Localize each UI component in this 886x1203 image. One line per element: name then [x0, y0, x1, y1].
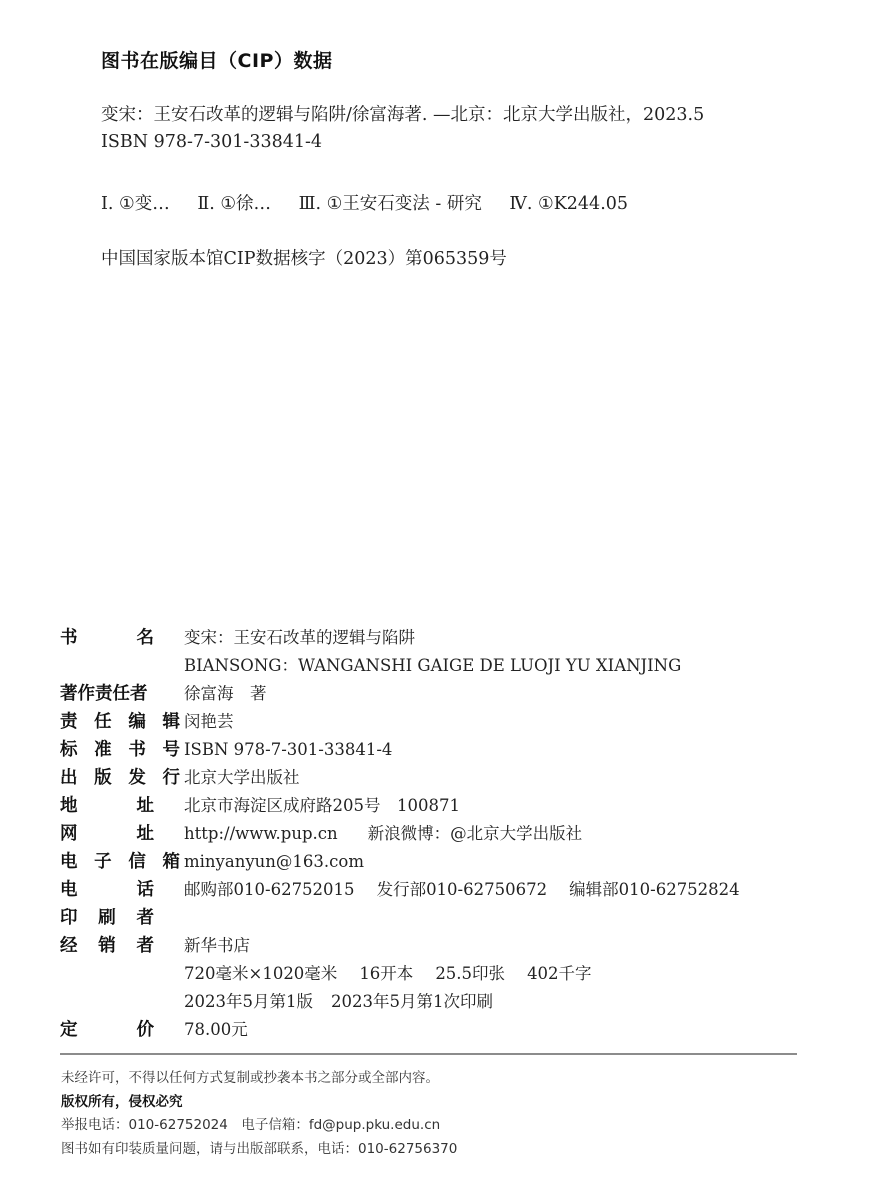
info-row-title-pinyin — [60, 652, 740, 680]
format-sheets: 25.5印张 — [435, 964, 506, 983]
info-value: 闵艳芸 — [184, 712, 234, 731]
info-row-format — [60, 960, 740, 988]
info-row-editor — [60, 708, 740, 736]
phone-editorial: 编辑部010-62752824 — [569, 880, 740, 899]
info-label: 地 址 — [60, 796, 154, 816]
cip-isbn: ISBN 978-7-301-33841-4 — [101, 132, 323, 152]
info-row-distributor — [60, 932, 740, 960]
info-label: 网 址 — [60, 824, 154, 844]
info-row-phone — [60, 876, 740, 904]
format-size: 720毫米×1020毫米 — [184, 964, 338, 983]
weibo-account: 新浪微博：@北京大学出版社 — [367, 824, 583, 843]
cip-bibliographic-line: 变宋：王安石改革的逻辑与陷阱/徐富海著. —北京：北京大学出版社，2023.5 — [101, 105, 705, 125]
info-label: 印 刷 者 — [60, 908, 154, 928]
format-wordcount: 402千字 — [527, 964, 592, 983]
classification-item: Ⅲ. ①王安石变法 - 研究 — [298, 194, 482, 214]
copyright-footer — [61, 1066, 457, 1160]
info-label: 出 版 发 行 — [60, 768, 180, 788]
phone-mail-order: 邮购部010-62752015 — [184, 880, 355, 899]
info-label: 标 准 书 号 — [60, 740, 180, 760]
info-value: 徐富海 著 — [184, 684, 267, 703]
info-row-author — [60, 680, 740, 708]
info-value: 北京市海淀区成府路205号 100871 — [184, 796, 460, 815]
info-label: 经 销 者 — [60, 936, 154, 956]
format-folio: 16开本 — [359, 964, 414, 983]
info-row-isbn — [60, 736, 740, 764]
info-value — [184, 960, 592, 984]
info-row-title — [60, 624, 740, 652]
info-label: 责 任 编 辑 — [60, 712, 180, 732]
info-label: 书 名 — [60, 628, 154, 648]
info-value: 北京大学出版社 — [184, 768, 300, 787]
info-row-edition — [60, 988, 740, 1016]
info-value: 变宋：王安石改革的逻辑与陷阱 — [184, 628, 415, 647]
info-row-printer — [60, 904, 740, 932]
rights-reserved: 版权所有，侵权必究 — [61, 1093, 183, 1110]
phone-distribution: 发行部010-62750672 — [376, 880, 548, 899]
info-row-price — [60, 1016, 740, 1044]
report-contact: 举报电话：010-62752024 电子信箱：fd@pup.pku.edu.cn — [61, 1117, 441, 1133]
classification-item: Ⅰ. ①变… — [101, 194, 170, 214]
quality-contact: 图书如有印装质量问题，请与出版部联系，电话：010-62756370 — [61, 1140, 458, 1157]
cip-classification — [101, 190, 650, 215]
info-value: 新华书店 — [184, 936, 250, 955]
info-value: ISBN 978-7-301-33841-4 — [184, 740, 393, 759]
copy-notice: 未经许可，不得以任何方式复制或抄袭本书之部分或全部内容。 — [61, 1070, 439, 1086]
info-value — [184, 988, 493, 1012]
cip-title: 图书在版编目（CIP）数据 — [101, 50, 333, 72]
info-label: 著作责任者 — [60, 684, 148, 704]
price-value: 78.00元 — [184, 1020, 248, 1039]
info-label: 电 话 — [60, 880, 154, 900]
cip-record-number: 中国国家版本馆CIP数据核字（2023）第065359号 — [101, 249, 507, 269]
info-value — [184, 820, 582, 844]
info-row-publisher — [60, 764, 740, 792]
info-value: BIANSONG：WANGANSHI GAIGE DE LUOJI YU XIANJING — [184, 656, 682, 675]
edition: 2023年5月第1版 — [184, 992, 313, 1011]
info-row-website — [60, 820, 740, 848]
classification-item: Ⅱ. ①徐… — [197, 194, 272, 214]
info-label: 定 价 — [60, 1020, 154, 1040]
info-label: 电 子 信 箱 — [60, 852, 180, 872]
website-link[interactable]: http://www.pup.cn — [184, 824, 338, 843]
printing: 2023年5月第1次印刷 — [331, 992, 493, 1011]
info-row-email — [60, 848, 740, 876]
info-value — [184, 876, 740, 900]
email-link[interactable]: minyanyun@163.com — [184, 852, 364, 871]
book-info-table — [60, 624, 740, 1044]
info-row-address — [60, 792, 740, 820]
classification-item: Ⅳ. ①K244.05 — [509, 194, 629, 214]
divider — [60, 1053, 797, 1055]
